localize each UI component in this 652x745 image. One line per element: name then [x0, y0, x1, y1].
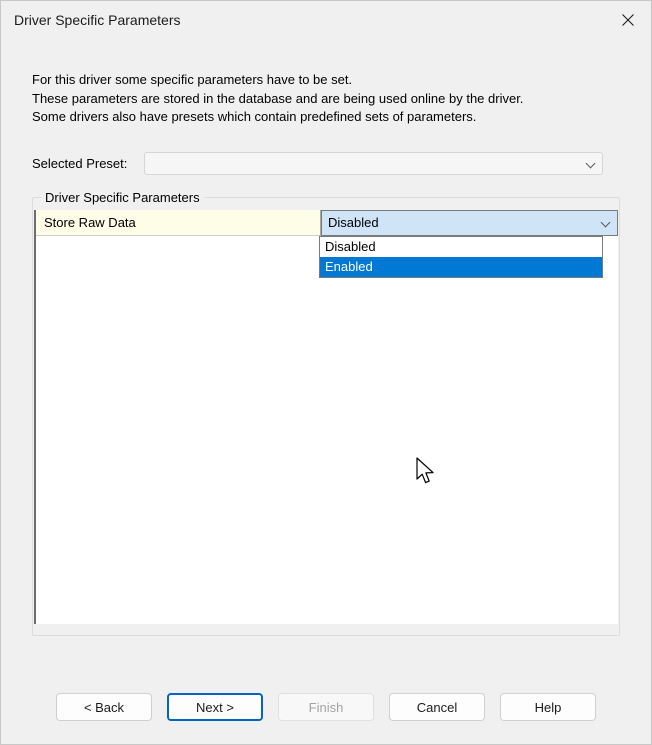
dropdown-option-enabled[interactable]: Enabled — [320, 257, 602, 277]
table-row[interactable] — [36, 210, 618, 236]
parameter-value-combobox[interactable] — [321, 210, 618, 236]
driver-specific-parameters-group — [32, 189, 620, 636]
selected-preset-label: Selected Preset: — [32, 155, 128, 171]
window-title: Driver Specific Parameters — [14, 12, 181, 28]
intro-line-2: These parameters are stored in the database and are being used online by the driver. — [32, 90, 524, 106]
dialog-content — [1, 39, 651, 682]
parameter-name-cell[interactable]: Store Raw Data — [36, 210, 321, 236]
group-title: Driver Specific Parameters — [41, 190, 204, 205]
selected-preset-row — [32, 152, 620, 175]
back-button[interactable]: < Back — [56, 693, 152, 721]
help-button[interactable]: Help — [500, 693, 596, 721]
close-icon[interactable] — [605, 2, 651, 39]
intro-text — [32, 71, 620, 127]
grid-empty-area — [36, 236, 618, 624]
chevron-down-icon — [586, 159, 595, 168]
chevron-down-icon — [601, 218, 610, 227]
selected-preset-combobox[interactable] — [144, 152, 603, 175]
finish-button: Finish — [278, 693, 374, 721]
parameter-value-dropdown-list[interactable] — [319, 236, 603, 278]
dropdown-option-disabled[interactable]: Disabled — [325, 238, 376, 254]
title-bar — [1, 1, 651, 39]
parameter-value-text: Disabled — [328, 215, 379, 230]
intro-line-3: Some drivers also have presets which contain predefined sets of parameters. — [32, 109, 477, 124]
intro-line-1: For this driver some specific parameters have to be set. — [32, 72, 353, 87]
cancel-button[interactable]: Cancel — [389, 693, 485, 721]
dialog-button-bar — [1, 682, 651, 744]
next-button[interactable]: Next > — [167, 693, 263, 721]
